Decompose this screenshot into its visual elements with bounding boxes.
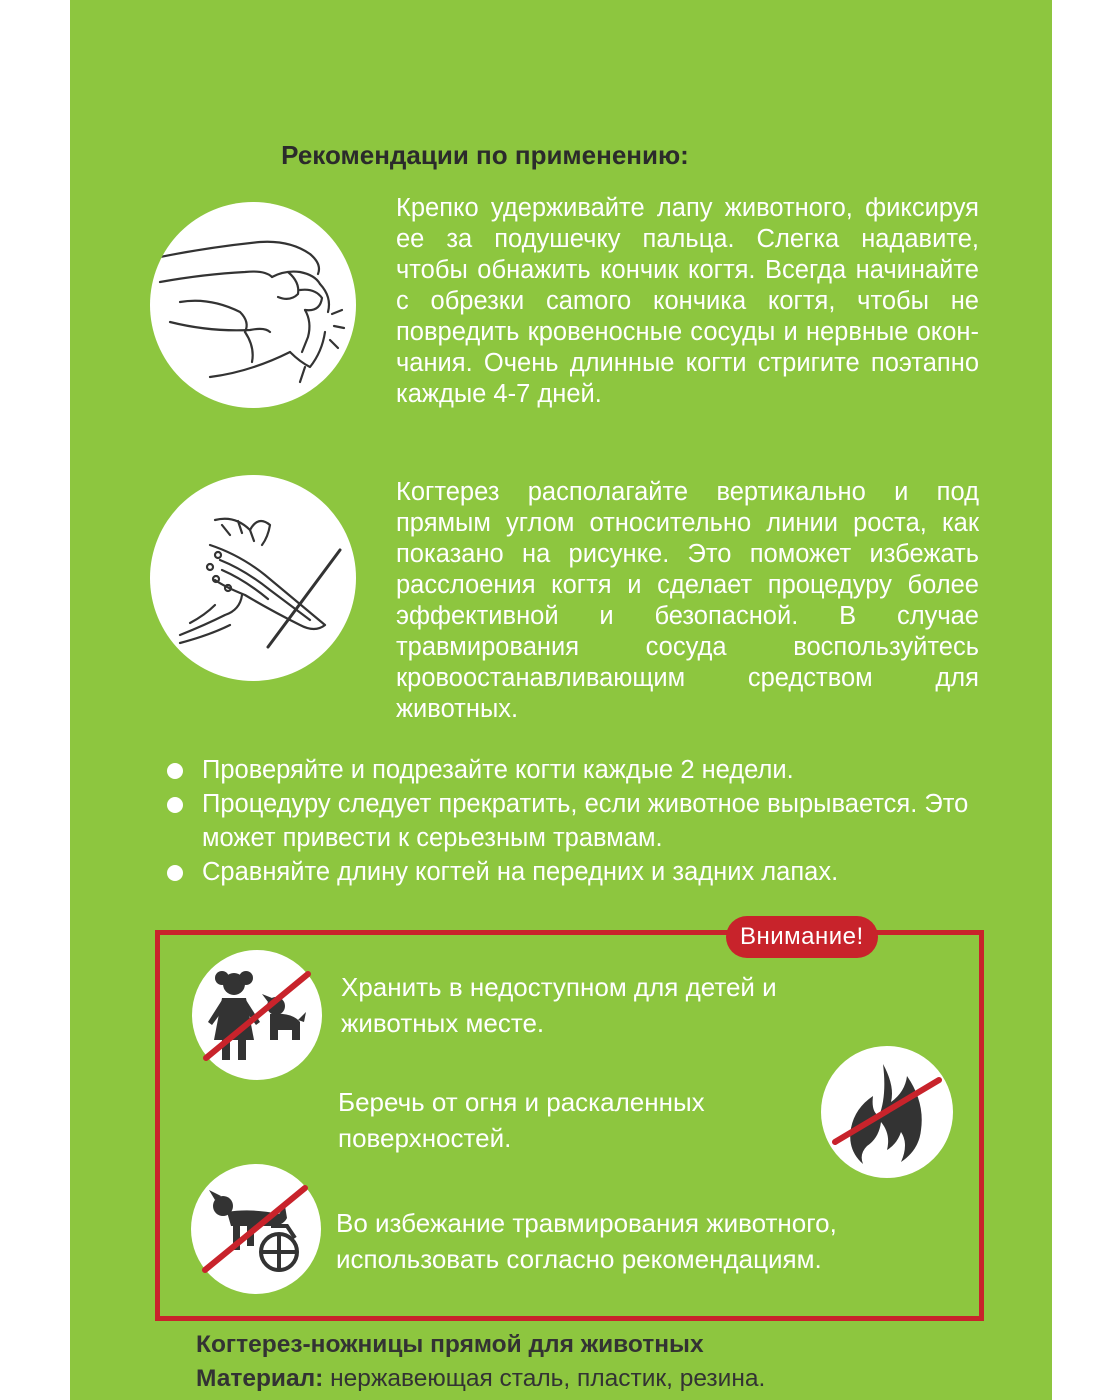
list-item: Сравняйте длину когтей на передних и задних лапах. [165, 855, 985, 889]
paragraph-1: Крепко удерживайте лапу животного, фиксируя ее за подушечку пальца. Слегка надавите, чтобы обнажить кончик когтя. Всегда начинайте с обрезки саmого кончика когтя, чтобы не повредить кровеносные сосуды и нервные окончания. Очень длинные когти стригите поэтапно каждые 4-7 дней. [396, 194, 979, 408]
no-fire-icon [821, 1046, 953, 1178]
paragraph-2: Когтерез располагайте вертикально и под прямым углом относительно линии роста, как показано на рисунке. Это поможет избежать расслоения когтя и сделает процедуру более эффективной и безопасной. В случае травмирования сосуда воспользуйтесь кровоостанавливающим средством для животных. [396, 478, 979, 723]
warning-text-2: Беречь от огня и раскаленных поверхностей. [338, 1087, 705, 1153]
hand-paw-icon [150, 202, 356, 408]
warning-label: Внимание! [726, 916, 878, 958]
bullet-dot [167, 797, 183, 813]
warning-text-1: Хранить в недоступном для детей и животных месте. [341, 972, 777, 1038]
product-name: Когтерез-ножницы прямой для животных [196, 1331, 704, 1358]
no-injury-icon [191, 1164, 321, 1294]
page-title: Рекомендации по применению: [281, 140, 689, 170]
list-item: Процедуру следует прекратить, если животное вырывается. Это может привести к серьезным травмам. [165, 787, 985, 855]
product-material: Материал: нержавеющая сталь, пластик, резина. [196, 1365, 766, 1392]
product-info [196, 1328, 1036, 1396]
bullet-dot [167, 865, 183, 881]
list-item: Проверяйте и подрезайте когти каждые 2 недели. [165, 753, 985, 787]
bullet-list [165, 753, 985, 889]
claw-cut-icon [150, 475, 356, 681]
instruction-panel [70, 0, 1052, 1400]
warning-text-3: Во избежание травмирования животного, использовать согласно рекомендациям. [336, 1208, 837, 1274]
no-children-pets-icon [192, 950, 322, 1080]
bullet-dot [167, 763, 183, 779]
